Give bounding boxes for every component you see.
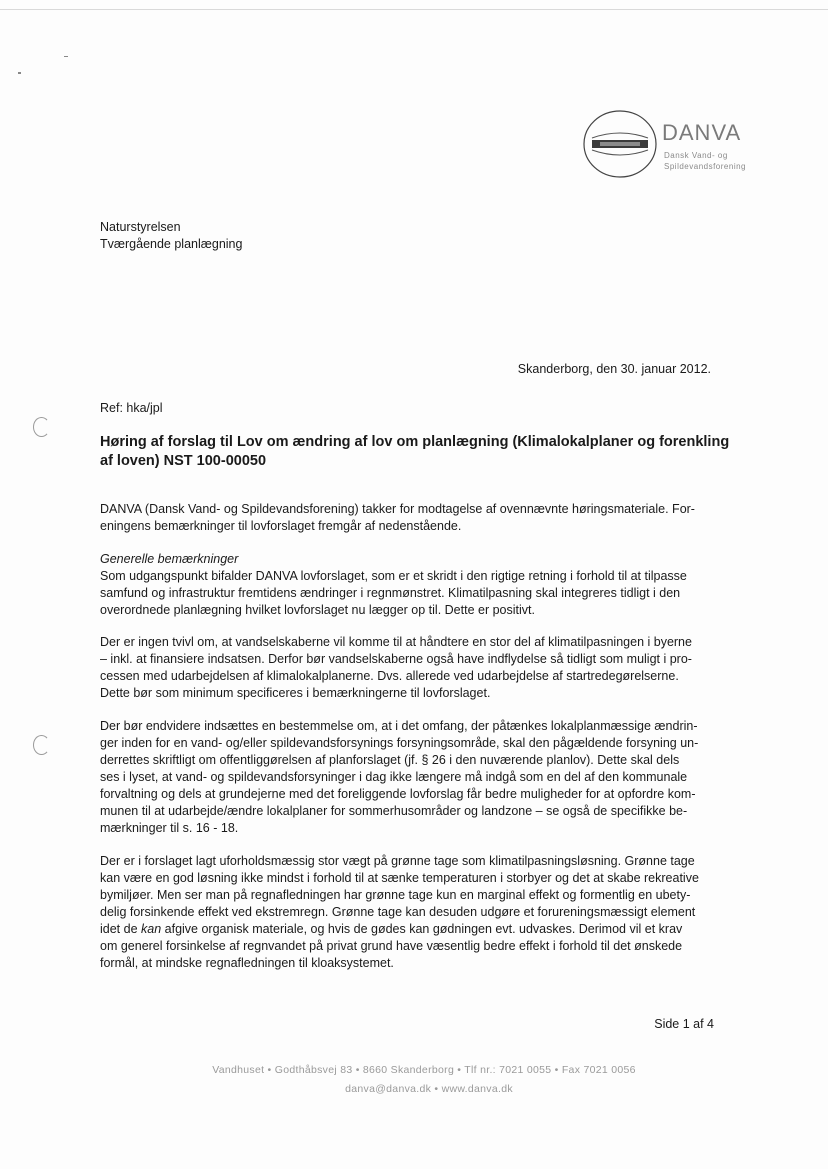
text-fragment: afgive organisk materiale, og hvis de gødes kan gødningen evt. udvaskes. Derimod vil et krav bbox=[161, 922, 683, 936]
text-line: munen til at udarbejde/ændre lokalplaner for sommerhusområder og landzone – se også de specifikke be- bbox=[100, 804, 688, 818]
recipient-line2: Tværgående planlægning bbox=[100, 237, 243, 251]
text-line: kan være en god løsning ikke mindst i forhold til at sænke temperaturen i storbyer og det at skabe rekreative bbox=[100, 871, 699, 885]
text-line: mærkninger til s. 16 - 18. bbox=[100, 821, 239, 835]
recipient-address bbox=[100, 219, 242, 253]
paragraph-3 bbox=[100, 718, 724, 837]
text-line: ses i lyset, at vand- og spildevandsforsyninger i dag ikke længere må indgå som en del af den kommunale bbox=[100, 770, 688, 784]
punch-hole-mark bbox=[33, 417, 50, 437]
date-line: Skanderborg, den 30. januar 2012. bbox=[517, 362, 711, 376]
text-line: overordnede planlægning hvilket lovforslaget nu lægger op til. Dette er positivt. bbox=[100, 603, 535, 617]
general-remarks-section bbox=[100, 551, 724, 619]
logo-wordmark: DANVA bbox=[662, 120, 742, 145]
text-line: cessen med udarbejdelsen af klimalokalplanerne. Dvs. allerede ved udarbejdelse af startredegørelserne. bbox=[100, 669, 679, 683]
text-line: om generel forsinkelse af regnvandet på privat grund have væsentlig bedre effekt i forhold til det ønskede bbox=[100, 939, 683, 953]
danva-logo-emblem-icon bbox=[580, 108, 670, 184]
recipient-line1: Naturstyrelsen bbox=[100, 220, 181, 234]
text-line: Der er i forslaget lagt uforholdsmæssig stor vægt på grønne tage som klimatilpasningsløsning. Grønne tage bbox=[100, 854, 695, 868]
section-label: Generelle bemærkninger bbox=[100, 552, 239, 566]
text-line: samfund og infrastruktur fremtidens ændringer i regnmønstret. Klimatilpasning skal integreres tidligt i den bbox=[100, 586, 681, 600]
text-line: DANVA (Dansk Vand- og Spildevandsforening) takker for modtagelse af ovennævnte høringsmateriale. For- bbox=[100, 502, 695, 516]
text-line: – inkl. at finansiere indsatsen. Derfor bør vandselskaberne også have indflydelse så tidligt som muligt i pro- bbox=[100, 652, 692, 666]
footer-address: Vandhuset • Godthåbsvej 83 • 8660 Skanderborg • Tlf nr.: 7021 0055 • Fax 7021 0056 bbox=[212, 1064, 636, 1076]
text-line: derrettes skriftligt om offentliggørelsen af planforslaget (jf. § 26 i den nuværende planlov). Dette skal dels bbox=[100, 753, 680, 767]
footer-contact: danva@danva.dk • www.danva.dk bbox=[345, 1083, 513, 1095]
danva-logo bbox=[580, 108, 780, 184]
text-line: Der er ingen tvivl om, at vandselskaberne vil komme til at håndtere en stor del af klimatilpasningen i byerne bbox=[100, 635, 692, 649]
reference-line: Ref: hka/jpl bbox=[100, 401, 163, 415]
logo-subtitle-line1: Dansk Vand- og bbox=[664, 151, 728, 160]
letter-heading: Høring af forslag til Lov om ændring af lov om planlægning (Klimalokalplaner og forenkling af loven) NST 100-00050 bbox=[100, 434, 730, 469]
scan-speck bbox=[64, 56, 68, 57]
logo-subtitle-line2: Spildevandsforening bbox=[664, 162, 746, 171]
scan-top-edge bbox=[0, 9, 828, 10]
text-line: forvaltning og dels at grundejerne med det foreliggende lovforslag får bedre muligheder for at opfordre kom- bbox=[100, 787, 696, 801]
paragraph-2 bbox=[100, 634, 724, 702]
text-line: delig forsinkende effekt ved ekstremregn. Grønne tage kan desuden udgøre et forureningsmæssigt element bbox=[100, 905, 696, 919]
text-fragment: idet de bbox=[100, 922, 142, 936]
emphasis-word: kan bbox=[141, 922, 162, 936]
intro-paragraph bbox=[100, 501, 724, 535]
paragraph-4 bbox=[100, 853, 724, 972]
text-line: Som udgangspunkt bifalder DANVA lovforslaget, som er et skridt i den rigtige retning i forhold til at tilpasse bbox=[100, 569, 687, 583]
text-line: bymiljøer. Men ser man på regnafledningen har grønne tage kun en marginal effekt og formentlig en ubety- bbox=[100, 888, 691, 902]
text-line: Dette bør som minimum specificeres i bemærkningerne til lovforslaget. bbox=[100, 686, 491, 700]
page-number: Side 1 af 4 bbox=[654, 1017, 714, 1031]
text-line: Der bør endvidere indsættes en bestemmelse om, at i det omfang, der påtænkes lokalplanmæssige ændrin- bbox=[100, 719, 698, 733]
text-line: ger inden for en vand- og/eller spildevandsforsynings forsyningsområde, skal den pågældende forsyning un- bbox=[100, 736, 699, 750]
scan-speck bbox=[18, 72, 21, 74]
text-line: formål, at mindske regnafledningen til kloaksystemet. bbox=[100, 956, 394, 970]
text-line: eningens bemærkninger til lovforslaget fremgår af nedenstående. bbox=[100, 519, 462, 533]
text-line-with-emphasis bbox=[100, 921, 724, 938]
punch-hole-mark bbox=[33, 735, 50, 755]
